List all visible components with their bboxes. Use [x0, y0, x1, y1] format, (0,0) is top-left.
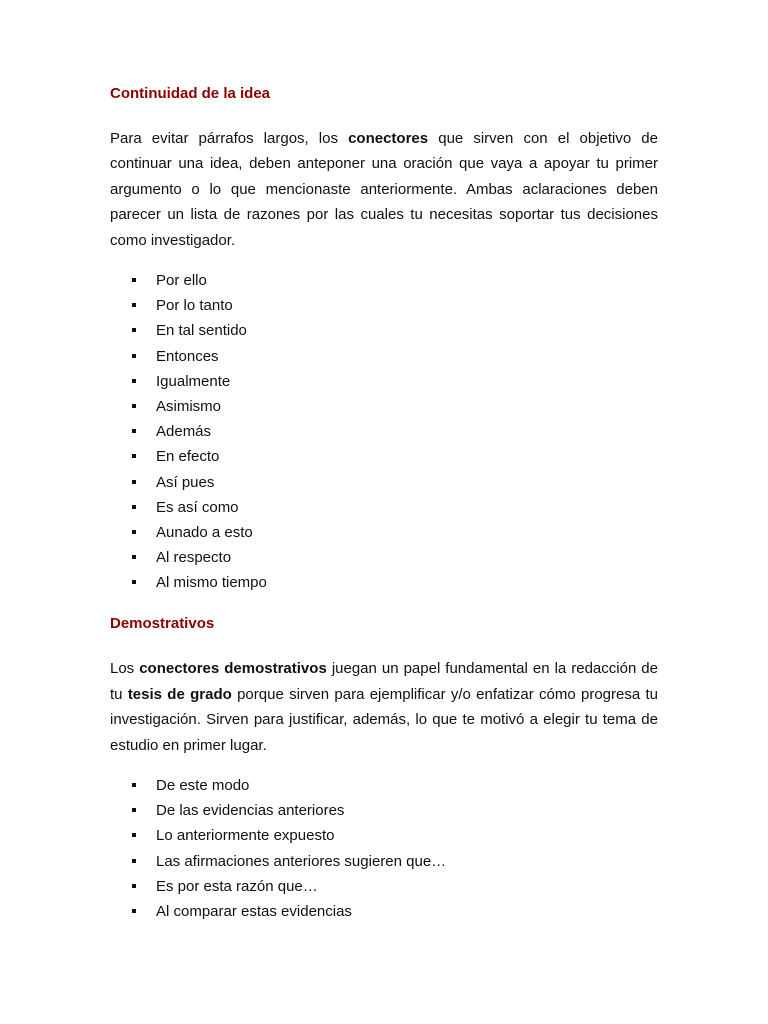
list-item [110, 495, 658, 520]
square-bullet-icon [132, 454, 136, 458]
list-item-label: Así pues [156, 473, 215, 491]
section-paragraph-continuidad [110, 126, 658, 253]
bold-term: tesis de grado [127, 685, 232, 703]
bold-term: conectores demostrativos [139, 660, 327, 678]
section-paragraph-demostrativos [110, 656, 658, 758]
list-item [110, 419, 658, 444]
square-bullet-icon [132, 884, 136, 888]
paragraph-text: Para evitar párrafos largos, los [110, 130, 349, 147]
list-item [110, 849, 658, 874]
square-bullet-icon [132, 505, 136, 509]
square-bullet-icon [132, 530, 136, 534]
list-item-label: Por lo tanto [156, 297, 233, 315]
list-item [110, 344, 658, 369]
square-bullet-icon [132, 783, 136, 787]
square-bullet-icon [132, 480, 136, 484]
list-item-label: En efecto [156, 448, 220, 466]
list-item-label: Además [156, 423, 212, 441]
list-item [110, 318, 658, 343]
list-item [110, 874, 658, 899]
list-item [110, 470, 658, 495]
paragraph-text: que sirven con el objetivo de continuar una idea, deben anteponer una oración que vaya a apoyar tu primer argumento o lo que mencionaste anteriormente. Ambas aclaraciones deben parecer un lista de razones por las cuales tu necesitas soportar tus decisiones como investigador. [110, 130, 658, 249]
list-item-label: Lo anteriormente expuesto [156, 827, 335, 845]
list-item [110, 823, 658, 848]
list-item [110, 369, 658, 394]
list-item [110, 293, 658, 318]
list-item-label: Es así como [156, 498, 239, 516]
square-bullet-icon [132, 278, 136, 282]
square-bullet-icon [132, 379, 136, 383]
list-item-label: Al comparar estas evidencias [156, 903, 352, 921]
square-bullet-icon [132, 429, 136, 433]
bold-term: conectores [348, 130, 429, 147]
list-item-label: Igualmente [156, 372, 231, 390]
section-heading-continuidad: Continuidad de la idea [110, 85, 271, 102]
list-item [110, 545, 658, 570]
list-item-label: Aunado a esto [156, 523, 253, 541]
square-bullet-icon [132, 859, 136, 863]
document-page [110, 84, 658, 924]
square-bullet-icon [132, 833, 136, 837]
list-item [110, 899, 658, 924]
connector-list-continuidad [110, 268, 658, 595]
list-item-label: De las evidencias anteriores [156, 802, 345, 820]
square-bullet-icon [132, 303, 136, 307]
list-item-label: Las afirmaciones anteriores sugieren que… [156, 852, 447, 870]
square-bullet-icon [132, 404, 136, 408]
list-item [110, 773, 658, 798]
square-bullet-icon [132, 909, 136, 913]
paragraph-text: juegan un papel fundamental en la redacción de tu [110, 660, 658, 703]
list-item [110, 444, 658, 469]
list-item [110, 798, 658, 823]
section-heading-demostrativos: Demostrativos [110, 615, 215, 633]
square-bullet-icon [132, 808, 136, 812]
square-bullet-icon [132, 555, 136, 559]
list-item [110, 570, 658, 595]
list-item [110, 268, 658, 293]
connector-list-demostrativos [110, 773, 658, 924]
square-bullet-icon [132, 580, 136, 584]
paragraph-text: porque sirven para ejemplificar y/o enfatizar cómo progresa tu investigación. Sirven para justificar, además, lo que te motivó a elegir tu tema de estudio en primer lugar. [110, 685, 658, 754]
list-item-label: Asimismo [156, 397, 222, 415]
list-item-label: Por ello [156, 272, 207, 290]
paragraph-text: Los [110, 660, 140, 678]
list-item-label: Es por esta razón que… [156, 877, 318, 895]
square-bullet-icon [132, 328, 136, 332]
list-item-label: De este modo [156, 777, 250, 795]
list-item-label: Al mismo tiempo [156, 574, 267, 592]
list-item [110, 394, 658, 419]
list-item-label: En tal sentido [156, 322, 247, 340]
list-item [110, 520, 658, 545]
list-item-label: Entonces [156, 347, 219, 365]
square-bullet-icon [132, 354, 136, 358]
list-item-label: Al respecto [156, 549, 232, 567]
